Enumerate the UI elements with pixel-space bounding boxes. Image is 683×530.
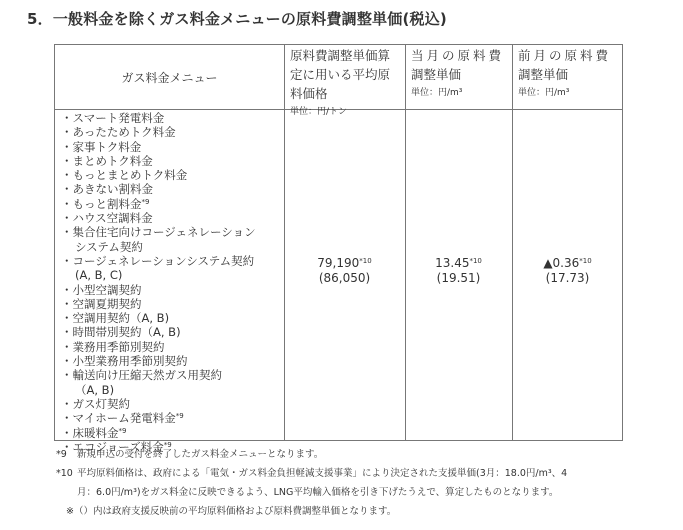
section-title: 5．一般料金を除くガス料金メニューの原料費調整単価(税込) [27, 10, 447, 28]
footnote-mark: *9 [56, 449, 67, 460]
menu-item-label: ・業務用季節別契約 [61, 339, 165, 354]
menu-item-label: ・ハウス空調料金 [61, 211, 153, 226]
footnote-ref: *9 [118, 426, 127, 435]
menu-item [61, 397, 256, 411]
menu-item [61, 311, 256, 325]
header-menu: ガス料金メニュー [121, 70, 218, 85]
menu-item [61, 197, 256, 211]
previous-value [512, 256, 623, 286]
value: 79,190 [317, 256, 360, 270]
unit-label: 単位：円/m³ [411, 88, 463, 98]
menu-item-label: ・ガス灯契約 [61, 396, 130, 411]
menu-item-label: ・輸送向け圧縮天然ガス用契約 [61, 368, 222, 383]
unit-label: 単位：円/m³ [518, 88, 570, 98]
menu-item-label: ・マイホーム発電料金 [61, 411, 176, 426]
menu-item [61, 125, 256, 139]
menu-item [61, 254, 256, 283]
menu-item [61, 225, 256, 254]
column-divider [284, 45, 285, 440]
menu-item-continuation: （A, B) [75, 382, 115, 397]
column-divider [405, 45, 406, 440]
menu-item-label: ・エコジョーズ料金 [61, 439, 164, 454]
menu-item [61, 283, 256, 297]
menu-item [61, 426, 256, 440]
header-current [411, 46, 511, 100]
menu-item-label: ・もっとまとめトク料金 [61, 168, 188, 183]
footnote-mark: *10 [56, 468, 73, 479]
menu-item-label: ・小型空調契約 [61, 282, 142, 297]
menu-item [61, 411, 256, 425]
value: 13.45 [435, 256, 470, 270]
menu-item [61, 340, 256, 354]
footnote-text: 平均原料価格は、政府による「電気・ガス料金負担軽減支援事業」により決定された支援単価(3月：18.0円/m³、4 [77, 468, 568, 479]
value: ▲0.36 [543, 256, 580, 270]
header-previous [518, 46, 622, 100]
unit-label: 単位：円/トン [290, 107, 348, 117]
footnote-ref: *9 [163, 440, 172, 449]
footnote-ref: *10 [469, 257, 482, 265]
header-line: 前月の原料費 [518, 48, 612, 63]
menu-item [61, 154, 256, 168]
menu-item [61, 297, 256, 311]
menu-item-label: ・まとめトク料金 [61, 153, 153, 168]
header-line: 原料費調整単価算 [290, 48, 391, 63]
header-line: 定に用いる平均原 [290, 67, 391, 82]
menu-item [61, 140, 256, 154]
header-line: 調整単価 [411, 67, 462, 82]
menu-item-label: ・床暖料金 [61, 425, 119, 440]
value-before-support: (17.73) [545, 271, 590, 285]
menu-item-label: ・あきない割料金 [61, 182, 153, 197]
footnote-text: 新規申込の受付を終了したガス料金メニューとなります。 [77, 449, 324, 460]
avg-price-value [284, 256, 405, 286]
footnote-kome: ※（）内は政府支援反映前の平均原料価格および原料費調整単価となります。 [66, 506, 397, 517]
footnote-ref: *10 [579, 257, 592, 265]
menu-item [61, 325, 256, 339]
header-line: 当月の原料費 [411, 48, 505, 63]
menu-item [61, 168, 256, 182]
footnotes [56, 445, 567, 521]
menu-item-continuation: (A, B, C) [75, 268, 123, 283]
menu-item [61, 354, 256, 368]
menu-item-label: ・あったためトク料金 [61, 125, 176, 140]
header-line: 料価格 [290, 86, 328, 101]
menu-item [61, 211, 256, 225]
current-value [405, 256, 512, 286]
footnote-ref: *9 [175, 412, 184, 421]
footnote-ref: *10 [359, 257, 372, 265]
menu-item-continuation: システム契約 [75, 239, 143, 254]
menu-item-label: ・家事トク料金 [61, 139, 142, 154]
menu-item-label: ・時間帯別契約（A, B) [61, 325, 181, 340]
value-before-support: (19.51) [436, 271, 481, 285]
footnote-text: 月：6.0円/m³)をガス料金に反映できるよう、LNG平均輸入価格を引き下げたうえで、算定したものとなります。 [77, 487, 559, 498]
menu-list [61, 111, 256, 454]
menu-item [61, 111, 256, 125]
header-line: 調整単価 [518, 67, 569, 82]
header-avg-price [290, 46, 402, 119]
menu-item-label: ・スマート発電料金 [61, 111, 165, 125]
menu-item-label: ・空調用契約（A, B) [61, 311, 170, 326]
column-divider [512, 45, 513, 440]
adjustment-price-table [54, 44, 623, 454]
menu-item-label: ・もっと割料金 [61, 196, 142, 211]
footnote-9 [56, 445, 567, 464]
menu-item-label: ・小型業務用季節別契約 [61, 354, 188, 369]
menu-item-label: ・コージェネレーションシステム契約 [61, 253, 255, 268]
value-before-support: (86,050) [318, 271, 371, 285]
menu-item [61, 368, 256, 397]
menu-item-label: ・空調夏期契約 [61, 296, 142, 311]
footnote-10 [56, 464, 567, 502]
menu-item-label: ・集合住宅向けコージェネレーション [61, 225, 256, 240]
footnote-ref: *9 [141, 197, 150, 206]
menu-item [61, 182, 256, 196]
